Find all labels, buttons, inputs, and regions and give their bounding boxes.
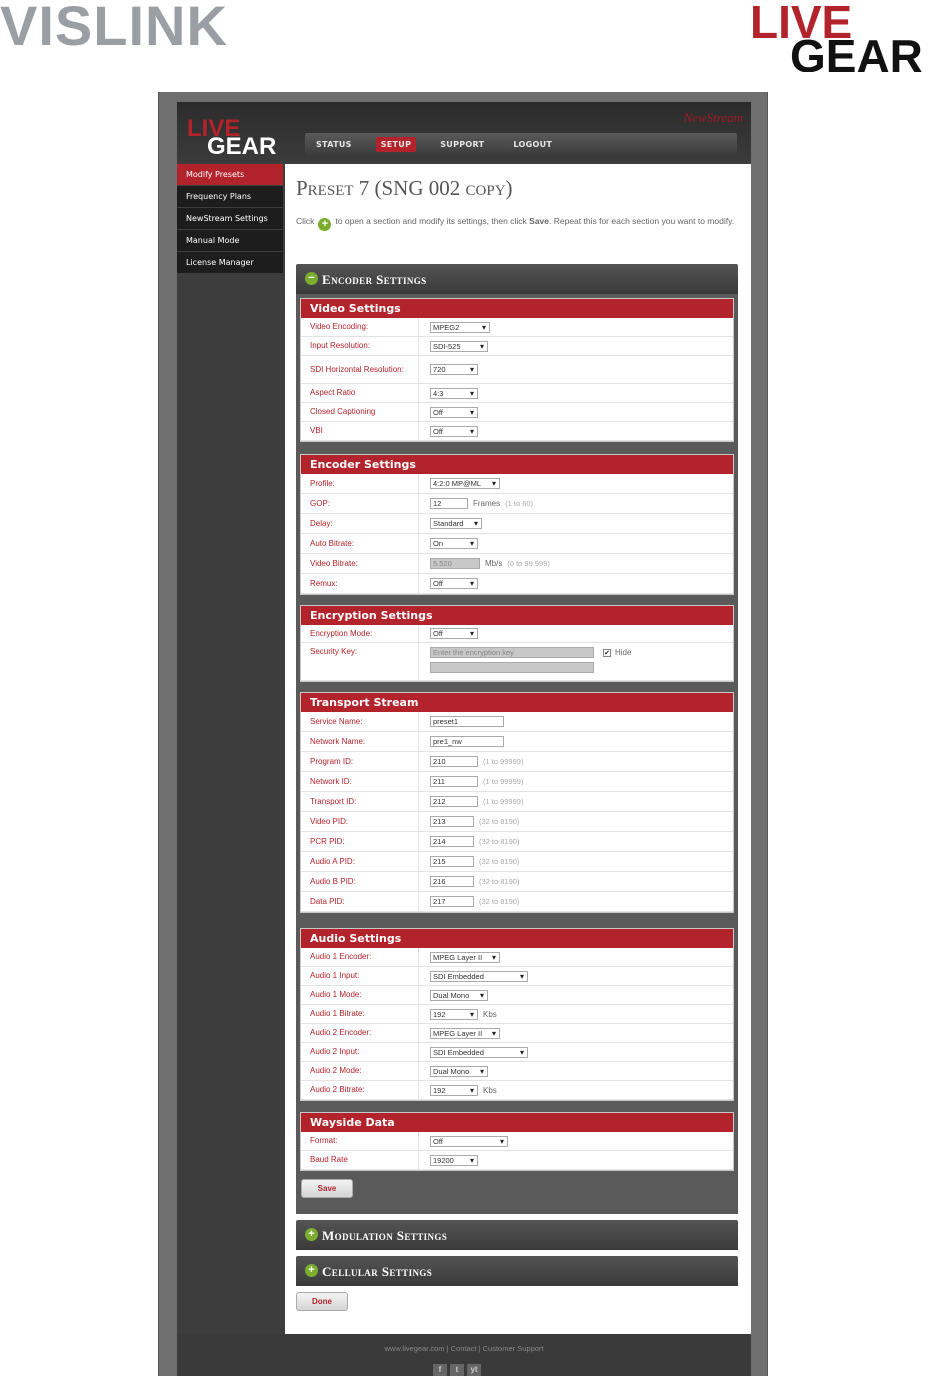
encryption-mode-select[interactable]: Off ▾ [430,628,478,639]
table-row [301,474,733,494]
video-bitrate-hint: (0 to 99.999) [507,559,550,568]
main-nav [305,133,737,155]
gop-hint: (1 to 60) [505,499,534,508]
table-row [301,514,733,534]
table-row [301,1005,733,1024]
sidebar-item-frequency-plans[interactable]: Frequency Plans [177,186,283,208]
audio1-encoder-select[interactable]: MPEG Layer II ▾ [430,952,500,963]
row-label: Audio 1 Bitrate: [301,1005,419,1023]
table-row [301,574,733,594]
row-label: Video Bitrate: [301,554,419,573]
save-button[interactable]: Save [301,1179,353,1198]
table-row [301,872,733,892]
footer-link-support[interactable]: Customer Support [482,1344,544,1353]
row-label: Closed Captioning [301,403,419,421]
row-label: Audio 1 Input: [301,967,419,985]
video-pid-hint: (32 to 8190) [479,817,520,826]
encoder-settings-header[interactable] [296,264,738,294]
vislink-logo: VISLINK [0,0,228,57]
facebook-icon[interactable]: f [433,1364,447,1376]
app-logo[interactable] [187,112,287,156]
nav-status[interactable]: STATUS [316,139,352,149]
table-row [301,1151,733,1170]
table-row [301,1043,733,1062]
youtube-icon[interactable]: yt [467,1364,481,1376]
encryption-settings-title: Encryption Settings [301,606,733,625]
network-id-hint: (1 to 99999) [483,777,524,786]
table-row [301,384,733,403]
gop-unit: Frames [473,499,501,508]
sdi-horizontal-resolution-select[interactable]: 720 ▾ [430,364,478,375]
table-row [301,832,733,852]
input-resolution-select[interactable]: SDI-525 ▾ [430,341,488,352]
row-label: Data PID: [301,892,419,911]
program-id-input[interactable]: 210 [430,756,478,767]
row-label: Audio B PID: [301,872,419,891]
audio1-bitrate-unit: Kbs [483,1009,497,1019]
row-label: Audio 2 Input: [301,1043,419,1061]
footer-link-contact[interactable]: Contact [450,1344,477,1353]
footer [177,1334,751,1376]
video-bitrate-unit: Mb/s [485,559,503,568]
nav-setup[interactable]: SETUP [376,137,417,152]
row-label: Profile: [301,474,419,493]
audio1-bitrate-select[interactable]: 192 ▾ [430,1009,478,1020]
table-row [301,812,733,832]
aspect-ratio-select[interactable]: 4:3 ▾ [430,388,478,399]
encoder-settings-section [300,454,734,595]
transport-stream-title: Transport Stream [301,693,733,712]
table-row [301,422,733,441]
remux-select[interactable]: Off ▾ [430,578,478,589]
encoder-settings-body [296,294,738,1214]
twitter-icon[interactable]: t [450,1364,464,1376]
program-id-hint: (1 to 99999) [483,757,524,766]
social-links [433,1364,481,1376]
row-label: Audio A PID: [301,852,419,871]
data-pid-input[interactable]: 217 [430,896,474,907]
row-label: Transport ID: [301,792,419,811]
audio1-input-select[interactable]: SDI Embedded ▾ [430,971,528,982]
network-name-input[interactable]: pre1_nw [430,736,504,747]
table-row [301,643,733,681]
table-row [301,356,733,384]
row-label: Encryption Mode: [301,625,419,642]
audio2-mode-select[interactable]: Dual Mono ▾ [430,1066,488,1077]
audio-b-pid-hint: (32 to 8190) [479,877,520,886]
done-button[interactable]: Done [296,1292,348,1311]
video-settings-section [300,298,734,442]
table-row [301,948,733,967]
wayside-data-section [300,1112,734,1171]
delay-select[interactable]: Standard ▾ [430,518,482,529]
audio-a-pid-input[interactable]: 215 [430,856,474,867]
nav-support[interactable]: SUPPORT [440,139,485,149]
cellular-settings-header[interactable] [296,1256,738,1286]
row-label: PCR PID: [301,832,419,851]
transport-id-input[interactable]: 212 [430,796,478,807]
row-label: Network ID: [301,772,419,791]
encoder-settings-subtitle: Encoder Settings [301,455,733,474]
row-label: VBI [301,422,419,440]
row-label: Input Resolution: [301,337,419,355]
table-row [301,337,733,356]
service-name-input[interactable]: preset1 [430,716,504,727]
auto-bitrate-select[interactable]: On ▾ [430,538,478,549]
row-label: Baud Rate [301,1151,419,1169]
expand-icon: + [305,1264,318,1277]
screenshot-frame [158,92,768,1376]
intro-save: Save [529,216,550,226]
logo-text-live: LIVE [750,0,853,48]
row-label: Video PID: [301,812,419,831]
encryption-settings-section [300,605,734,682]
transport-id-hint: (1 to 99999) [483,797,524,806]
row-label: Audio 2 Encoder: [301,1024,419,1042]
plus-circle-icon: + [318,218,331,231]
audio-settings-section [300,928,734,1101]
livegear-logo [750,0,939,72]
table-row [301,772,733,792]
video-encoding-select[interactable]: MPEG2 ▾ [430,322,490,333]
footer-links: www.livegear.com | Contact | Customer Support [384,1344,544,1353]
row-label: Audio 2 Mode: [301,1062,419,1080]
audio1-mode-select[interactable]: Dual Mono ▾ [430,990,488,1001]
transport-stream-section [300,692,734,913]
security-key-confirm-input[interactable] [430,662,594,673]
baud-rate-select[interactable]: 19200 ▾ [430,1155,478,1166]
row-label: Audio 1 Encoder: [301,948,419,966]
audio-settings-title: Audio Settings [301,929,733,948]
table-row [301,732,733,752]
network-id-input[interactable]: 211 [430,776,478,787]
product-brand: NewStream [683,110,743,125]
sidebar [177,164,283,274]
row-label: Network Name: [301,732,419,751]
row-label: Security Key: [301,643,419,680]
security-key-input[interactable]: Enter the encryption key [430,647,594,658]
main-content [285,164,751,1334]
row-label: GOP: [301,494,419,513]
page-title: Preset 7 (SNG 002 copy) [296,176,513,200]
table-row [301,986,733,1005]
table-row [301,712,733,732]
app-logo-live: LIVE [187,115,241,142]
table-row [301,792,733,812]
table-row [301,1132,733,1151]
gop-input[interactable]: 12 [430,498,468,509]
pcr-pid-input[interactable]: 214 [430,836,474,847]
table-row [301,403,733,422]
cellular-settings-title: Cellular Settings [322,1264,433,1279]
row-label: Delay: [301,514,419,533]
sidebar-item-manual-mode[interactable]: Manual Mode [177,230,283,252]
audio2-input-select[interactable]: SDI Embedded ▾ [430,1047,528,1058]
row-label: Audio 1 Mode: [301,986,419,1004]
video-settings-title: Video Settings [301,299,733,318]
table-row [301,1062,733,1081]
data-pid-hint: (32 to 8190) [479,897,520,906]
modulation-settings-title: Modulation Settings [322,1228,448,1243]
audio-b-pid-input[interactable]: 216 [430,876,474,887]
hide-label: Hide [615,648,632,657]
audio2-bitrate-select[interactable]: 192 ▾ [430,1085,478,1096]
app-logo-gear: GEAR [207,133,277,156]
table-row [301,892,733,912]
pcr-pid-hint: (32 to 8190) [479,837,520,846]
video-bitrate-input[interactable]: 5.520 [430,558,480,569]
wayside-format-select[interactable]: Off ▾ [430,1136,508,1147]
table-row [301,1024,733,1043]
row-label: Remux: [301,574,419,593]
profile-select[interactable]: 4:2:0 MP@ML ▾ [430,478,500,489]
row-label: Aspect Ratio [301,384,419,402]
table-row [301,1081,733,1100]
vbi-select[interactable]: Off ▾ [430,426,478,437]
footer-link-website[interactable]: www.livegear.com [384,1344,445,1353]
row-label: Format: [301,1132,419,1150]
expand-icon: + [305,1228,318,1241]
table-row [301,318,733,337]
logo-text-gear: GEAR [790,30,923,72]
row-label: Program ID: [301,752,419,771]
encoder-settings-title: Encoder Settings [322,272,427,287]
collapse-icon: − [305,272,318,285]
row-label: Audio 2 Bitrate: [301,1081,419,1099]
table-row [301,625,733,643]
row-label: Video Encoding: [301,318,419,336]
table-row [301,494,733,514]
video-pid-input[interactable]: 213 [430,816,474,827]
app-header [177,102,751,162]
table-row [301,554,733,574]
app-shell [177,102,751,1376]
intro-mid: to open a section and modify its settings, then click [335,216,527,226]
modulation-settings-header[interactable] [296,1220,738,1250]
table-row [301,752,733,772]
intro-text [296,216,736,231]
closed-captioning-select[interactable]: Off ▾ [430,407,478,418]
table-row [301,852,733,872]
nav-logout[interactable]: LOGOUT [513,139,553,149]
hide-checkbox[interactable]: ✔ [604,649,610,657]
row-label: SDI Horizontal Resolution: [301,356,419,383]
audio2-bitrate-unit: Kbs [483,1085,497,1095]
table-row [301,534,733,554]
intro-end: . Repeat this for each section you want to modify. [549,216,735,226]
sidebar-item-license-manager[interactable]: License Manager [177,252,283,274]
table-row [301,967,733,986]
intro-click: Click [296,216,315,226]
audio-a-pid-hint: (32 to 8190) [479,857,520,866]
row-label: Auto Bitrate: [301,534,419,553]
sidebar-item-modify-presets[interactable]: Modify Presets [177,164,283,186]
row-label: Service Name: [301,712,419,731]
wayside-data-title: Wayside Data [301,1113,733,1132]
audio2-encoder-select[interactable]: MPEG Layer II ▾ [430,1028,500,1039]
sidebar-item-newstream-settings[interactable]: NewStream Settings [177,208,283,230]
